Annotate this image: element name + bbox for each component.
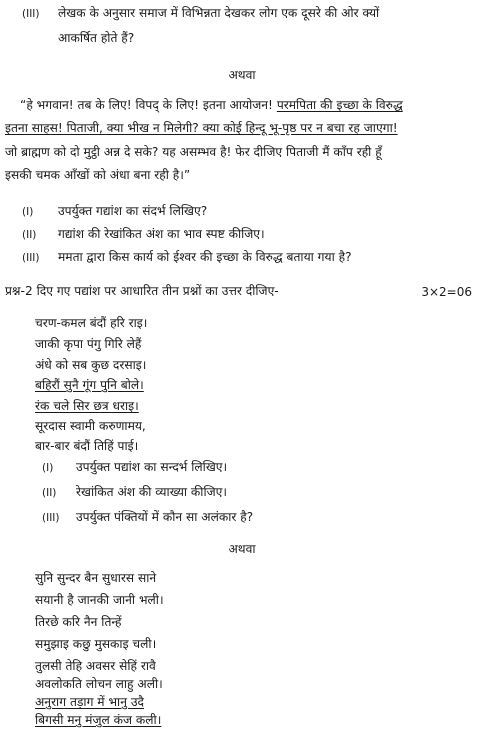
passage-text: “हे भगवान! तब के लिए! विपद् के लिए! इतना आयोजन!: [20, 98, 277, 112]
sub-question-number: (I): [22, 206, 34, 218]
question-text: आकर्षित होते हैं?: [58, 31, 135, 45]
sub-question-text: उपर्युक्त गद्यांश का संदर्भ लिखिए?: [58, 204, 208, 218]
poem-line: तिरछे करि नैन तिन्हें: [35, 615, 122, 629]
question-text: लेखक के अनुसार समाज में विभिन्नता देखकर लोग एक दूसरे की ओर क्यों: [58, 6, 380, 20]
or-divider: अथवा: [228, 542, 256, 556]
sub-question-text: रेखांकित अंश की व्याख्या कीजिए।: [76, 485, 228, 499]
sub-question-text: ममता द्वारा किस कार्य को ईश्वर की इच्छा के विरुद्ध बताया गया है?: [58, 250, 352, 264]
underlined-poem-line: अनुराग तड़ाग में भानु उदै: [35, 695, 144, 709]
sub-question-number: (III): [22, 252, 40, 264]
sub-question-number: (I): [42, 462, 54, 474]
passage-line: इसकी चमक आँखों को अंधा बना रही है।”: [5, 168, 191, 182]
underlined-text: इतना साहस! पिताजी, क्या भीख न मिलेगी? क्या कोई हिन्दू भू-पृष्ठ पर न बचा रह जाएगा!: [5, 121, 398, 135]
poem-line: सूरदास स्वामी करुणामय,: [35, 419, 146, 433]
poem-line: तुलसी तेहि अवसर सेहिं रावै: [35, 659, 156, 673]
poem-line: बार-बार बंदौं तिहिं पाई।: [35, 439, 139, 453]
question-2-label: प्रश्न-2 दिए गए पद्यांश पर आधारित तीन प्रश्नों का उत्तर दीजिए-: [5, 284, 279, 298]
underlined-text: परमपिता की इच्छा के विरुद्ध: [276, 98, 403, 112]
sub-question-text: उपर्युक्त पंक्तियों में कौन सा अलंकार है?: [76, 510, 254, 524]
poem-line: अवलोकति लोचन लाहु अली।: [35, 677, 163, 691]
underlined-poem-line: रंक चले सिर छत्र धराइ।: [35, 399, 139, 413]
underlined-poem-line: बहिरौं सुनै गूंग पुनि बोले।: [35, 378, 144, 392]
sub-question-text: गद्यांश की रेखांकित अंश का भाव स्पष्ट कीजिए।: [58, 227, 265, 241]
passage-line: [20, 97, 403, 113]
poem-line: सयानी है जानकी जानी भली।: [35, 593, 164, 607]
marks-label: 3×2=06: [421, 285, 472, 299]
underlined-poem-line: बिगसी मनु मंजुल कंज कली।: [35, 713, 162, 727]
poem-line: जाकी कृपा पंगु गिरि लेहैं: [35, 337, 142, 351]
sub-question-number: (II): [42, 487, 57, 499]
poem-line: अंधे को सब कुछ दरसाइ।: [35, 358, 147, 372]
question-number: (III): [22, 8, 40, 20]
or-divider: अथवा: [228, 68, 256, 82]
passage-line: जो ब्राह्मण को दो मुट्ठी अन्न दे सके? यह असम्भव है! फेर दीजिए पिताजी मैं काँप रही हूँ: [5, 145, 382, 159]
sub-question-number: (III): [42, 512, 60, 524]
sub-question-text: उपर्युक्त पद्यांश का सन्दर्भ लिखिए।: [76, 460, 228, 474]
poem-line: चरण-कमल बंदौं हरि राइ।: [35, 316, 148, 330]
poem-line: समुझाइ कछु मुसकाइ चली।: [35, 637, 157, 651]
sub-question-number: (II): [22, 229, 37, 241]
poem-line: सुनि सुन्दर बैन सुधारस साने: [35, 571, 157, 585]
